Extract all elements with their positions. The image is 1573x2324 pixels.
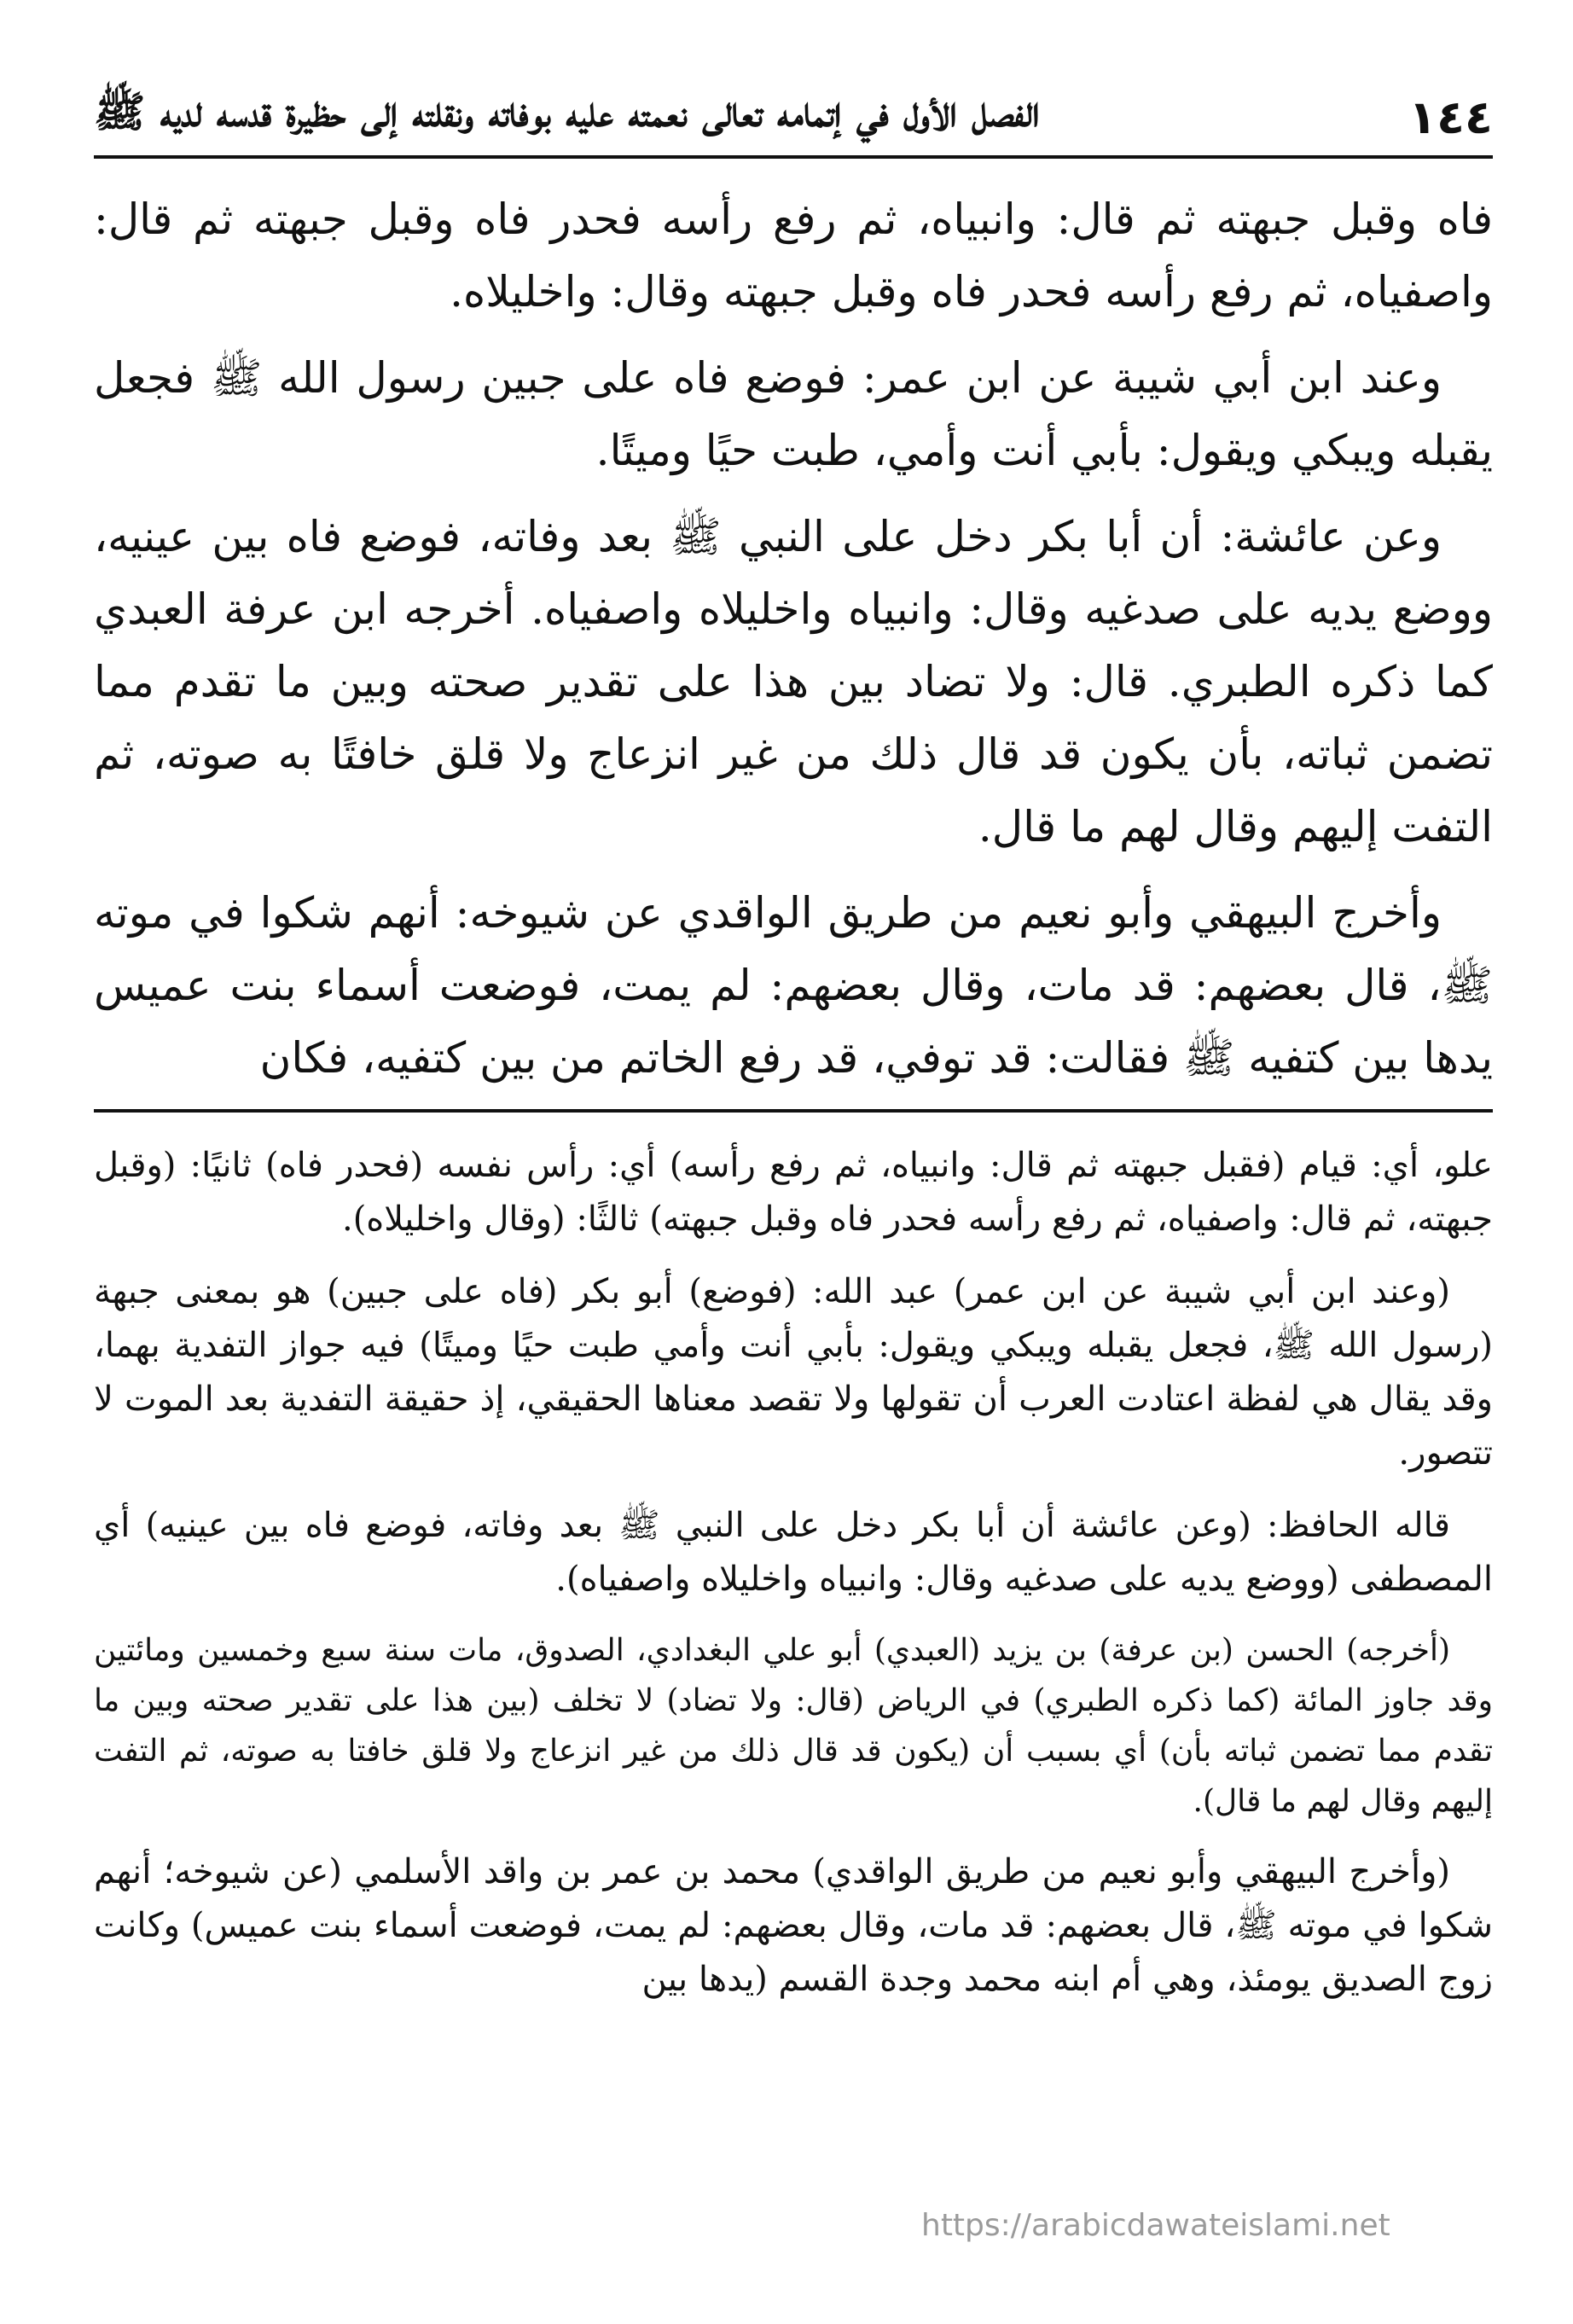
commentary-paragraph: (وعند ابن أبي شيبة عن ابن عمر) عبد الله: (فوضع) أبو بكر (فاه على جبين) هو بمعنى جبهة (رسول الله ﷺ، فجعل يقبله ويبكي ويقول: بأبي أنت وأمي طبت حيًا وميتًا) فيه جواز التفدية بهما، وقد يقال هي لفظة اعتادت العرب أن تقولها ولا تقصد معناها الحقيقي، إذ حقيقة التفدية بعد الموت لا تتصور. [94, 1272, 1493, 1473]
commentary-text [94, 1139, 1493, 2025]
watermark-url: https://arabicdawateislami.net [921, 2208, 1390, 2243]
main-paragraph: وعن عائشة: أن أبا بكر دخل على النبي ﷺ بعد وفاته، فوضع فاه بين عينيه، ووضع يديه على صدغيه وقال: وانبياه واخليلاه واصفياه. أخرجه ابن عرفة العبدي كما ذكره الطبري. قال: ولا تضاد بين هذا على تقدير صحته وبين ما تقدم مما تضمن ثباته، بأن يكون قد قال ذلك من غير انزعاج ولا قلق خافتًا به صوته، ثم التفت إليهم وقال لهم ما قال. [94, 512, 1493, 851]
commentary-paragraph: (أخرجه) الحسن (بن عرفة) بن يزيد (العبدي) أبو علي البغدادي، الصدوق، مات سنة سبع وخمسين ومائتين وقد جاوز المائة (كما ذكره الطبري) في الرياض (قال: ولا تضاد) لا تخلف (بين هذا على تقدير صحته وبين ما تقدم مما تضمن ثباته بأن) أي بسبب أن (يكون قد قال ذلك من غير انزعاج ولا قلق خافتا به صوته، ثم التفت إليهم وقال لهم ما قال). [94, 1633, 1493, 1819]
commentary-paragraph: علو، أي: قيام (فقبل جبهته ثم قال: وانبياه، ثم رفع رأسه) أي: رأس نفسه (فحدر فاه) ثانيًا: (وقبل جبهته، ثم قال: واصفياه، ثم رفع رأسه فحدر فاه وقبل جبهته) ثالثًا: (وقال واخليلاه). [94, 1146, 1494, 1239]
main-text [94, 183, 1493, 1108]
page-number: ١٤٤ [1408, 90, 1493, 144]
page-header [94, 78, 1493, 159]
commentary-paragraph: (وأخرج البيهقي وأبو نعيم من طريق الواقدي) محمد بن عمر بن واقد الأسلمي (عن شيوخه؛ أنهم شكوا في موته ﷺ، قال بعضهم: قد مات، وقال بعضهم: لم يمت، فوضعت أسماء بنت عميس) وكانت زوج الصديق يومئذ، وهي أم ابنه محمد وجدة القسم (يدها بين [94, 1852, 1493, 1999]
footnote-separator [94, 1109, 1493, 1113]
main-paragraph: فاه وقبل جبهته ثم قال: وانبياه، ثم رفع رأسه فحدر فاه وقبل جبهته ثم قال: واصفياه، ثم رفع رأسه فحدر فاه وقبل جبهته وقال: واخليلاه. [94, 195, 1493, 317]
main-paragraph: وأخرج البيهقي وأبو نعيم من طريق الواقدي عن شيوخه: أنهم شكوا في موته ﷺ، قال بعضهم: قد مات، وقال بعضهم: لم يمت، فوضعت أسماء بنت عميس يدها بين كتفيه ﷺ فقالت: قد توفي، قد رفع الخاتم من بين كتفيه، فكان [94, 888, 1493, 1083]
main-paragraph: وعند ابن أبي شيبة عن ابن عمر: فوضع فاه على جبين رسول الله ﷺ فجعل يقبله ويبكي ويقول: بأبي أنت وأمي، طبت حيًا وميتًا. [94, 353, 1493, 475]
commentary-paragraph: قاله الحافظ: (وعن عائشة أن أبا بكر دخل على النبي ﷺ بعد وفاته، فوضع فاه بين عينيه) أي المصطفى (ووضع يديه على صدغيه وقال: وانبياه واخليلاه واصفياه). [94, 1506, 1493, 1599]
running-title: الفصل الأول في إتمامه تعالى نعمته عليه بوفاته ونقلته إلى حظيرة قدسه لديه ﷺ [94, 86, 1040, 137]
